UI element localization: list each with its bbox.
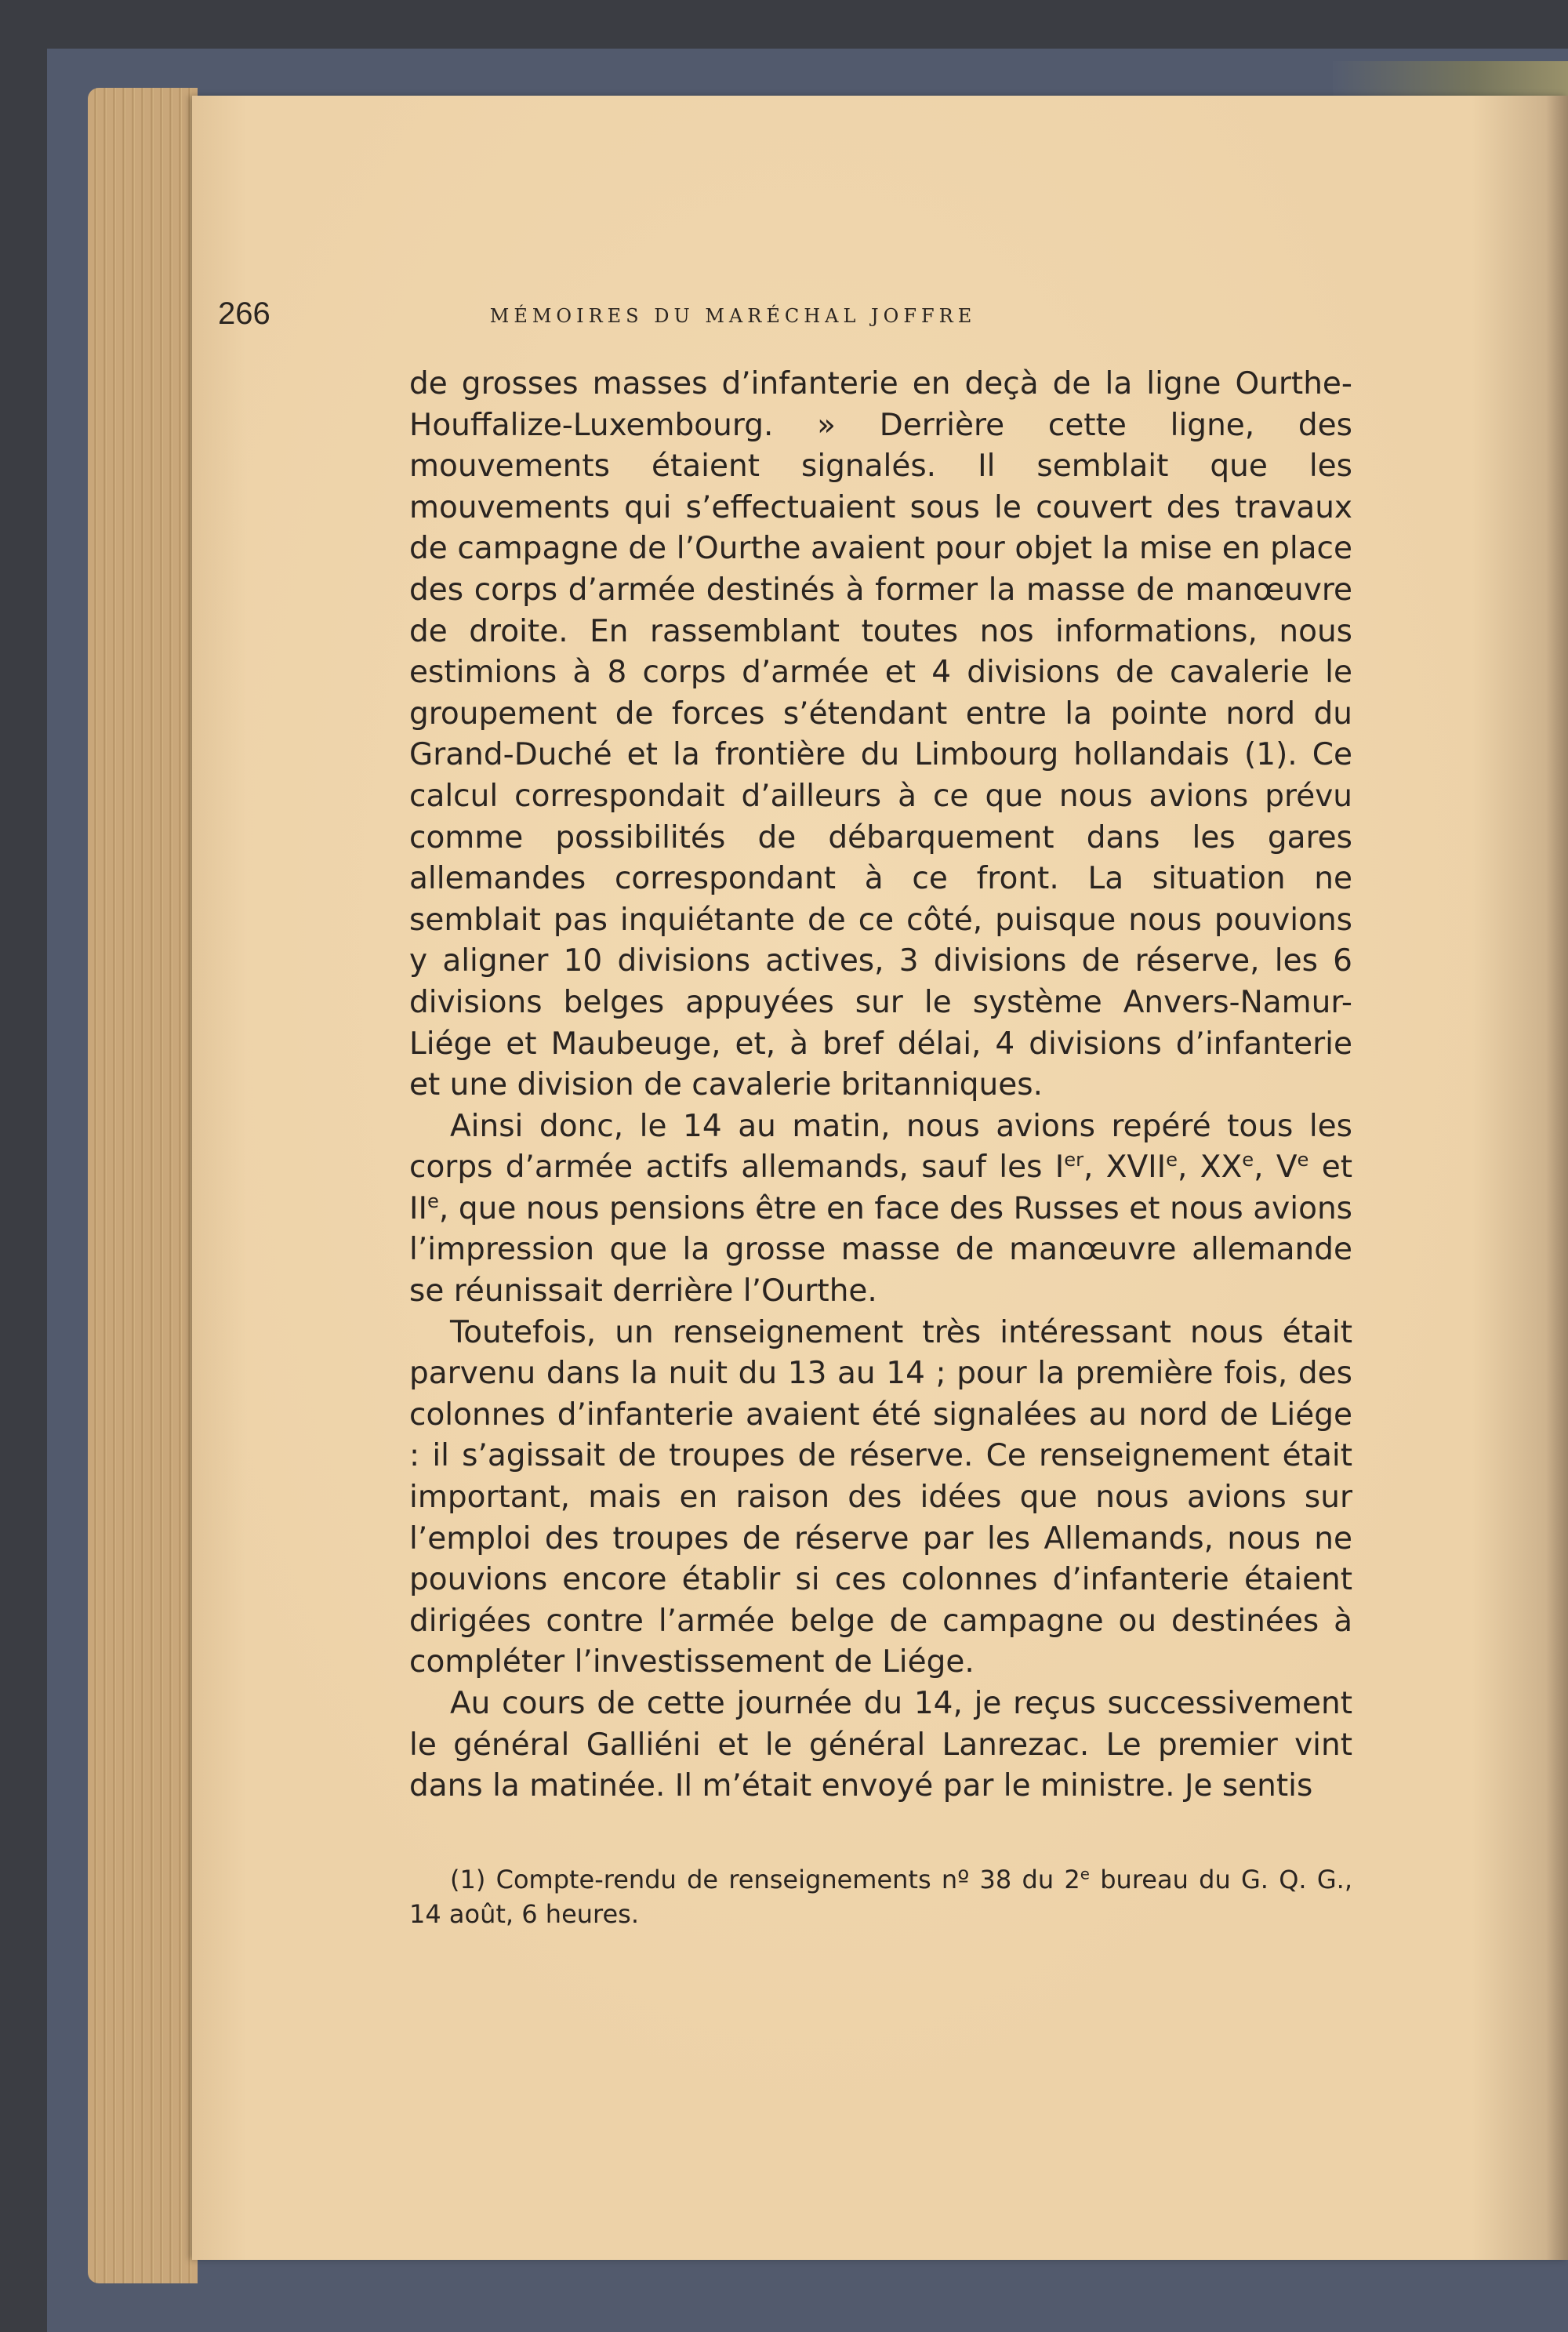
superscript: e xyxy=(427,1190,439,1212)
footnote xyxy=(409,1862,1352,1931)
paragraph-2-text: et II xyxy=(409,1150,1352,1226)
paragraph-2-text: , V xyxy=(1254,1150,1298,1186)
footnote-text: (1) Compte-rendu de renseignements nº 38 du 2 xyxy=(450,1865,1080,1894)
paragraph-1: de grosses masses d’infanterie en deçà de la ligne Ourthe-Houffalize-Luxembourg. » Derrière cette ligne, des mouvements étaient signalés. Il semblait que les mouvements qui s’effectuaient sous le couvert des travaux de campagne de l’Ourthe avaient pour objet la mise en place des corps d’armée destinés à former la masse de manœuvre de droite. En rassemblant toutes nos informations, nous estimions à 8 corps d’armée et 4 divisions de cavalerie le groupement de forces s’étendant entre la pointe nord du Grand-Duché et la frontière du Limbourg hollandais (1). Ce calcul correspondait d’ailleurs à ce que nous avions prévu comme possibilités de débarquement dans les gares allemandes correspondant à ce front. La situation ne semblait pas inquiétante de ce côté, puisque nous pouvions y aligner 10 divisions actives, 3 divisions de réserve, les 6 divisions belges appuyées sur le système Anvers-Namur-Liége et Maubeuge, et, à bref délai, 4 divisions d’infanterie et une division de cavalerie britanniques. xyxy=(409,366,1352,1103)
page-edges xyxy=(88,88,198,2283)
paragraph-4: Au cours de cette journée du 14, je reçus successivement le général Galliéni et le général Lanrezac. Le premier vint dans la matinée. Il m’était envoyé par le ministre. Je sentis xyxy=(409,1686,1352,1804)
paragraph-2-text: Ainsi donc, le 14 au matin, nous avions repéré tous les corps d’armée actifs allemands, sauf les I xyxy=(409,1108,1352,1186)
paragraph-2-text: , que nous pensions être en face des Russes et nous avions l’impression que la grosse masse de manœuvre allemande se réunissait derrière l’Ourthe. xyxy=(409,1190,1352,1309)
body-text xyxy=(409,364,1352,1807)
superscript: e xyxy=(1166,1149,1178,1171)
page-number: 266 xyxy=(218,296,270,331)
paragraph-3: Toutefois, un renseignement très intéressant nous était parvenu dans la nuit du 13 au 14 ; pour la première fois, des colonnes d’infanterie avaient été signalées au nord de Liége : il s’agissait de troupes de réserve. Ce renseignement était important, mais en raison des idées que nous avions sur l’emploi des troupes de réserve par les Allemands, nous ne pouvions encore établir si ces colonnes d’infanterie étaient dirigées contre l’armée belge de campagne ou destinées à compléter l’investissement de Liége. xyxy=(409,1314,1352,1680)
footnote-text: bureau du G. Q. G., 14 août, 6 heures. xyxy=(409,1865,1353,1929)
paragraph-2-text: , XVII xyxy=(1083,1150,1167,1186)
superscript: e xyxy=(1080,1865,1090,1883)
paragraph-2 xyxy=(409,1106,1352,1313)
superscript: er xyxy=(1064,1149,1084,1171)
gutter-shadow xyxy=(1546,96,1568,2260)
superscript: e xyxy=(1297,1149,1309,1171)
superscript: e xyxy=(1242,1149,1254,1171)
paragraph-2-text: , XX xyxy=(1178,1150,1243,1186)
running-title: MÉMOIRES DU MARÉCHAL JOFFRE xyxy=(489,305,977,327)
